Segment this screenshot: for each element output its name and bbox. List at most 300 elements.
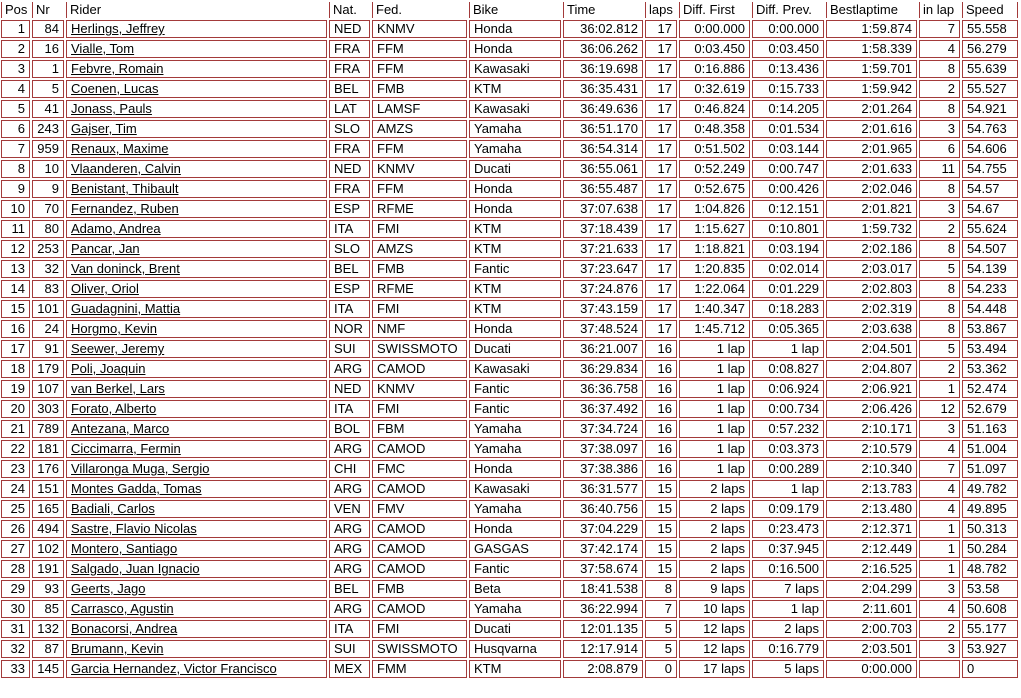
cell-bike: Husqvarna bbox=[469, 640, 561, 658]
rider-link[interactable]: Renaux, Maxime bbox=[71, 141, 169, 156]
cell-diff_prev: 1 lap bbox=[752, 340, 824, 358]
cell-in_lap: 3 bbox=[919, 580, 960, 598]
cell-bike: Fantic bbox=[469, 400, 561, 418]
cell-nat: ARG bbox=[329, 540, 370, 558]
cell-time: 37:04.229 bbox=[563, 520, 643, 538]
cell-nr: 70 bbox=[32, 200, 64, 218]
cell-time: 12:17.914 bbox=[563, 640, 643, 658]
cell-time: 37:58.674 bbox=[563, 560, 643, 578]
cell-pos: 25 bbox=[1, 500, 30, 518]
cell-speed: 51.163 bbox=[962, 420, 1018, 438]
rider-link[interactable]: Benistant, Thibault bbox=[71, 181, 179, 196]
cell-in_lap: 5 bbox=[919, 340, 960, 358]
table-row bbox=[1, 500, 1018, 518]
cell-fed: CAMOD bbox=[372, 360, 467, 378]
cell-nr: 179 bbox=[32, 360, 64, 378]
col-header-bike: Bike bbox=[469, 2, 561, 18]
cell-nat: ESP bbox=[329, 200, 370, 218]
table-row bbox=[1, 260, 1018, 278]
cell-pos: 24 bbox=[1, 480, 30, 498]
rider-link[interactable]: Herlings, Jeffrey bbox=[71, 21, 165, 36]
col-header-laps: laps bbox=[645, 2, 677, 18]
cell-time: 37:07.638 bbox=[563, 200, 643, 218]
cell-nr: 107 bbox=[32, 380, 64, 398]
cell-diff_prev: 0:10.801 bbox=[752, 220, 824, 238]
cell-rider bbox=[66, 360, 327, 378]
rider-link[interactable]: Oliver, Oriol bbox=[71, 281, 139, 296]
cell-in_lap: 12 bbox=[919, 400, 960, 418]
cell-diff_first: 1 lap bbox=[679, 400, 750, 418]
col-header-rider: Rider bbox=[66, 2, 327, 18]
cell-nat: VEN bbox=[329, 500, 370, 518]
cell-diff_first: 1 lap bbox=[679, 360, 750, 378]
cell-bike: Ducati bbox=[469, 340, 561, 358]
cell-pos: 13 bbox=[1, 260, 30, 278]
cell-in_lap bbox=[919, 660, 960, 678]
cell-in_lap: 8 bbox=[919, 100, 960, 118]
cell-speed: 50.284 bbox=[962, 540, 1018, 558]
cell-speed: 54.57 bbox=[962, 180, 1018, 198]
cell-rider bbox=[66, 140, 327, 158]
cell-nat: FRA bbox=[329, 180, 370, 198]
cell-time: 37:43.159 bbox=[563, 300, 643, 318]
cell-nat: SUI bbox=[329, 640, 370, 658]
cell-bestlaptime: 2:01.965 bbox=[826, 140, 917, 158]
cell-in_lap: 3 bbox=[919, 200, 960, 218]
cell-speed: 54.921 bbox=[962, 100, 1018, 118]
cell-fed: RFME bbox=[372, 280, 467, 298]
cell-speed: 49.782 bbox=[962, 480, 1018, 498]
cell-bestlaptime: 2:16.525 bbox=[826, 560, 917, 578]
table-row bbox=[1, 480, 1018, 498]
rider-link[interactable]: Montes Gadda, Tomas bbox=[71, 481, 202, 496]
cell-fed: AMZS bbox=[372, 240, 467, 258]
cell-nat: ESP bbox=[329, 280, 370, 298]
cell-fed: CAMOD bbox=[372, 540, 467, 558]
cell-nr: 85 bbox=[32, 600, 64, 618]
cell-in_lap: 8 bbox=[919, 320, 960, 338]
rider-link[interactable]: van Berkel, Lars bbox=[71, 381, 165, 396]
cell-diff_first: 0:52.249 bbox=[679, 160, 750, 178]
cell-laps: 17 bbox=[645, 140, 677, 158]
cell-diff_prev: 0:02.014 bbox=[752, 260, 824, 278]
cell-bike: Fantic bbox=[469, 380, 561, 398]
cell-nat: ITA bbox=[329, 300, 370, 318]
table-row bbox=[1, 220, 1018, 238]
rider-link[interactable]: Villaronga Muga, Sergio bbox=[71, 461, 210, 476]
cell-fed: FFM bbox=[372, 60, 467, 78]
cell-nr: 16 bbox=[32, 40, 64, 58]
cell-bike: Kawasaki bbox=[469, 480, 561, 498]
cell-nr: 5 bbox=[32, 80, 64, 98]
cell-nat: CHI bbox=[329, 460, 370, 478]
cell-bestlaptime: 2:13.480 bbox=[826, 500, 917, 518]
cell-diff_prev: 0:01.534 bbox=[752, 120, 824, 138]
cell-diff_prev: 2 laps bbox=[752, 620, 824, 638]
cell-fed: CAMOD bbox=[372, 480, 467, 498]
table-row bbox=[1, 360, 1018, 378]
cell-laps: 15 bbox=[645, 540, 677, 558]
cell-bike: Ducati bbox=[469, 160, 561, 178]
cell-pos: 11 bbox=[1, 220, 30, 238]
cell-pos: 20 bbox=[1, 400, 30, 418]
rider-link[interactable]: Pancar, Jan bbox=[71, 241, 140, 256]
cell-laps: 15 bbox=[645, 480, 677, 498]
cell-time: 37:21.633 bbox=[563, 240, 643, 258]
table-row bbox=[1, 160, 1018, 178]
cell-bestlaptime: 2:11.601 bbox=[826, 600, 917, 618]
cell-fed: FFM bbox=[372, 140, 467, 158]
cell-diff_first: 2 laps bbox=[679, 540, 750, 558]
cell-diff_first: 0:03.450 bbox=[679, 40, 750, 58]
cell-diff_first: 1 lap bbox=[679, 460, 750, 478]
cell-rider bbox=[66, 200, 327, 218]
cell-nr: 494 bbox=[32, 520, 64, 538]
cell-fed: CAMOD bbox=[372, 520, 467, 538]
cell-rider bbox=[66, 580, 327, 598]
cell-laps: 17 bbox=[645, 120, 677, 138]
cell-laps: 15 bbox=[645, 560, 677, 578]
cell-rider bbox=[66, 440, 327, 458]
cell-pos: 4 bbox=[1, 80, 30, 98]
rider-link[interactable]: Badiali, Carlos bbox=[71, 501, 155, 516]
table-row bbox=[1, 20, 1018, 38]
cell-diff_first: 0:32.619 bbox=[679, 80, 750, 98]
cell-speed: 53.927 bbox=[962, 640, 1018, 658]
cell-fed: FBM bbox=[372, 420, 467, 438]
cell-nat: FRA bbox=[329, 60, 370, 78]
cell-nr: 165 bbox=[32, 500, 64, 518]
cell-fed: SWISSMOTO bbox=[372, 340, 467, 358]
rider-link[interactable]: Gajser, Tim bbox=[71, 121, 137, 136]
cell-pos: 10 bbox=[1, 200, 30, 218]
cell-nr: 91 bbox=[32, 340, 64, 358]
cell-time: 18:41.538 bbox=[563, 580, 643, 598]
cell-diff_first: 0:16.886 bbox=[679, 60, 750, 78]
cell-diff_prev: 5 laps bbox=[752, 660, 824, 678]
table-row bbox=[1, 200, 1018, 218]
cell-bestlaptime: 2:01.616 bbox=[826, 120, 917, 138]
cell-nr: 176 bbox=[32, 460, 64, 478]
rider-link[interactable]: Van doninck, Brent bbox=[71, 261, 180, 276]
cell-laps: 17 bbox=[645, 80, 677, 98]
rider-link[interactable]: Brumann, Kevin bbox=[71, 641, 164, 656]
cell-speed: 51.097 bbox=[962, 460, 1018, 478]
cell-in_lap: 8 bbox=[919, 240, 960, 258]
cell-rider bbox=[66, 240, 327, 258]
cell-diff_prev: 0:05.365 bbox=[752, 320, 824, 338]
cell-bike: KTM bbox=[469, 220, 561, 238]
cell-diff_first: 12 laps bbox=[679, 620, 750, 638]
rider-link[interactable]: Salgado, Juan Ignacio bbox=[71, 561, 200, 576]
cell-diff_prev: 0:09.179 bbox=[752, 500, 824, 518]
cell-diff_prev: 0:37.945 bbox=[752, 540, 824, 558]
cell-bike: Honda bbox=[469, 520, 561, 538]
cell-in_lap: 1 bbox=[919, 560, 960, 578]
cell-pos: 15 bbox=[1, 300, 30, 318]
col-header-diff-first: Diff. First bbox=[679, 2, 750, 18]
cell-nr: 253 bbox=[32, 240, 64, 258]
cell-diff_first: 2 laps bbox=[679, 520, 750, 538]
cell-bestlaptime: 2:04.807 bbox=[826, 360, 917, 378]
rider-link[interactable]: Montero, Santiago bbox=[71, 541, 178, 556]
rider-link[interactable]: Poli, Joaquin bbox=[71, 361, 146, 376]
cell-in_lap: 4 bbox=[919, 40, 960, 58]
cell-rider bbox=[66, 380, 327, 398]
cell-diff_first: 1:40.347 bbox=[679, 300, 750, 318]
cell-bestlaptime: 2:01.264 bbox=[826, 100, 917, 118]
table-row bbox=[1, 520, 1018, 538]
cell-speed: 48.782 bbox=[962, 560, 1018, 578]
cell-time: 37:18.439 bbox=[563, 220, 643, 238]
cell-pos: 32 bbox=[1, 640, 30, 658]
cell-time: 37:48.524 bbox=[563, 320, 643, 338]
cell-nat: FRA bbox=[329, 40, 370, 58]
cell-bike: Beta bbox=[469, 580, 561, 598]
cell-nat: NED bbox=[329, 20, 370, 38]
cell-nat: NOR bbox=[329, 320, 370, 338]
cell-diff_first: 1:20.835 bbox=[679, 260, 750, 278]
cell-diff_first: 1:22.064 bbox=[679, 280, 750, 298]
cell-speed: 55.558 bbox=[962, 20, 1018, 38]
cell-diff_prev: 0:00.747 bbox=[752, 160, 824, 178]
cell-diff_prev: 0:03.194 bbox=[752, 240, 824, 258]
cell-diff_first: 9 laps bbox=[679, 580, 750, 598]
table-row bbox=[1, 400, 1018, 418]
cell-nat: SLO bbox=[329, 120, 370, 138]
cell-bestlaptime: 2:12.449 bbox=[826, 540, 917, 558]
table-row bbox=[1, 100, 1018, 118]
cell-pos: 21 bbox=[1, 420, 30, 438]
rider-link[interactable]: Geerts, Jago bbox=[71, 581, 146, 596]
table-row bbox=[1, 320, 1018, 338]
cell-speed: 55.639 bbox=[962, 60, 1018, 78]
cell-pos: 14 bbox=[1, 280, 30, 298]
cell-fed: KNMV bbox=[372, 20, 467, 38]
cell-in_lap: 1 bbox=[919, 520, 960, 538]
cell-speed: 53.494 bbox=[962, 340, 1018, 358]
rider-link[interactable]: Sastre, Flavio Nicolas bbox=[71, 521, 197, 536]
cell-diff_prev: 0:57.232 bbox=[752, 420, 824, 438]
rider-link[interactable]: Febvre, Romain bbox=[71, 61, 164, 76]
cell-speed: 55.177 bbox=[962, 620, 1018, 638]
cell-nr: 80 bbox=[32, 220, 64, 238]
cell-nat: ARG bbox=[329, 560, 370, 578]
cell-pos: 7 bbox=[1, 140, 30, 158]
cell-bestlaptime: 1:58.339 bbox=[826, 40, 917, 58]
cell-fed: FMI bbox=[372, 620, 467, 638]
rider-link[interactable]: Fernandez, Ruben bbox=[71, 201, 179, 216]
cell-bike: KTM bbox=[469, 80, 561, 98]
cell-in_lap: 3 bbox=[919, 640, 960, 658]
cell-diff_prev: 0:14.205 bbox=[752, 100, 824, 118]
cell-pos: 19 bbox=[1, 380, 30, 398]
cell-speed: 52.679 bbox=[962, 400, 1018, 418]
cell-rider bbox=[66, 460, 327, 478]
cell-speed: 55.527 bbox=[962, 80, 1018, 98]
cell-pos: 23 bbox=[1, 460, 30, 478]
cell-time: 36:51.170 bbox=[563, 120, 643, 138]
cell-fed: RFME bbox=[372, 200, 467, 218]
cell-laps: 16 bbox=[645, 420, 677, 438]
cell-laps: 16 bbox=[645, 380, 677, 398]
rider-link[interactable]: Seewer, Jeremy bbox=[71, 341, 165, 356]
cell-nat: ITA bbox=[329, 400, 370, 418]
cell-laps: 17 bbox=[645, 280, 677, 298]
cell-pos: 1 bbox=[1, 20, 30, 38]
cell-nr: 102 bbox=[32, 540, 64, 558]
cell-diff_first: 2 laps bbox=[679, 560, 750, 578]
table-row bbox=[1, 40, 1018, 58]
rider-link[interactable]: Jonass, Pauls bbox=[71, 101, 152, 116]
rider-link[interactable]: Forato, Alberto bbox=[71, 401, 157, 416]
cell-nr: 41 bbox=[32, 100, 64, 118]
cell-bestlaptime: 1:59.874 bbox=[826, 20, 917, 38]
cell-bestlaptime: 2:04.501 bbox=[826, 340, 917, 358]
cell-nat: NED bbox=[329, 380, 370, 398]
rider-link[interactable]: Ciccimarra, Fermin bbox=[71, 441, 181, 456]
cell-bike: Kawasaki bbox=[469, 60, 561, 78]
cell-laps: 0 bbox=[645, 660, 677, 678]
cell-laps: 17 bbox=[645, 240, 677, 258]
cell-nr: 191 bbox=[32, 560, 64, 578]
cell-speed: 54.233 bbox=[962, 280, 1018, 298]
rider-link[interactable]: Bonacorsi, Andrea bbox=[71, 621, 178, 636]
cell-fed: NMF bbox=[372, 320, 467, 338]
table-row bbox=[1, 620, 1018, 638]
cell-time: 37:34.724 bbox=[563, 420, 643, 438]
cell-time: 36:06.262 bbox=[563, 40, 643, 58]
results-body bbox=[1, 20, 1018, 678]
cell-diff_prev: 0:03.373 bbox=[752, 440, 824, 458]
cell-bike: Fantic bbox=[469, 560, 561, 578]
cell-pos: 16 bbox=[1, 320, 30, 338]
cell-rider bbox=[66, 100, 327, 118]
col-header-fed: Fed. bbox=[372, 2, 467, 18]
cell-rider bbox=[66, 300, 327, 318]
cell-bestlaptime: 2:02.186 bbox=[826, 240, 917, 258]
cell-laps: 16 bbox=[645, 400, 677, 418]
cell-diff_prev: 0:00.000 bbox=[752, 20, 824, 38]
cell-in_lap: 11 bbox=[919, 160, 960, 178]
cell-pos: 12 bbox=[1, 240, 30, 258]
cell-bike: Yamaha bbox=[469, 420, 561, 438]
table-row bbox=[1, 60, 1018, 78]
cell-fed: SWISSMOTO bbox=[372, 640, 467, 658]
table-row bbox=[1, 120, 1018, 138]
cell-bike: Honda bbox=[469, 200, 561, 218]
cell-pos: 33 bbox=[1, 660, 30, 678]
cell-diff_prev: 0:12.151 bbox=[752, 200, 824, 218]
cell-bike: KTM bbox=[469, 280, 561, 298]
cell-fed: FMI bbox=[372, 300, 467, 318]
cell-bike: Yamaha bbox=[469, 500, 561, 518]
cell-nr: 181 bbox=[32, 440, 64, 458]
cell-nr: 9 bbox=[32, 180, 64, 198]
cell-speed: 51.004 bbox=[962, 440, 1018, 458]
cell-fed: FFM bbox=[372, 40, 467, 58]
table-row bbox=[1, 140, 1018, 158]
cell-in_lap: 4 bbox=[919, 480, 960, 498]
cell-rider bbox=[66, 660, 327, 678]
cell-rider bbox=[66, 640, 327, 658]
table-row bbox=[1, 380, 1018, 398]
cell-laps: 5 bbox=[645, 640, 677, 658]
cell-bestlaptime: 1:59.701 bbox=[826, 60, 917, 78]
rider-link[interactable]: Adamo, Andrea bbox=[71, 221, 161, 236]
cell-speed: 55.624 bbox=[962, 220, 1018, 238]
cell-pos: 22 bbox=[1, 440, 30, 458]
cell-diff_first: 2 laps bbox=[679, 500, 750, 518]
table-row bbox=[1, 580, 1018, 598]
rider-link[interactable]: Vialle, Tom bbox=[71, 41, 135, 56]
cell-nat: ITA bbox=[329, 620, 370, 638]
cell-laps: 15 bbox=[645, 500, 677, 518]
rider-link[interactable]: Garcia Hernandez, Victor Francisco bbox=[71, 661, 277, 676]
cell-in_lap: 3 bbox=[919, 420, 960, 438]
cell-speed: 54.139 bbox=[962, 260, 1018, 278]
cell-speed: 52.474 bbox=[962, 380, 1018, 398]
cell-speed: 54.606 bbox=[962, 140, 1018, 158]
cell-bike: KTM bbox=[469, 300, 561, 318]
cell-diff_prev: 0:03.144 bbox=[752, 140, 824, 158]
cell-rider bbox=[66, 560, 327, 578]
cell-pos: 26 bbox=[1, 520, 30, 538]
cell-nr: 10 bbox=[32, 160, 64, 178]
cell-nr: 93 bbox=[32, 580, 64, 598]
cell-bestlaptime: 2:02.319 bbox=[826, 300, 917, 318]
cell-speed: 54.448 bbox=[962, 300, 1018, 318]
rider-link[interactable]: Carrasco, Agustin bbox=[71, 601, 174, 616]
cell-in_lap: 4 bbox=[919, 500, 960, 518]
cell-laps: 17 bbox=[645, 260, 677, 278]
cell-pos: 8 bbox=[1, 160, 30, 178]
cell-rider bbox=[66, 260, 327, 278]
cell-diff_first: 17 laps bbox=[679, 660, 750, 678]
rider-link[interactable]: Vlaanderen, Calvin bbox=[71, 161, 181, 176]
cell-in_lap: 8 bbox=[919, 280, 960, 298]
cell-rider bbox=[66, 400, 327, 418]
cell-laps: 17 bbox=[645, 220, 677, 238]
cell-in_lap: 2 bbox=[919, 360, 960, 378]
cell-pos: 17 bbox=[1, 340, 30, 358]
cell-diff_first: 10 laps bbox=[679, 600, 750, 618]
cell-in_lap: 8 bbox=[919, 300, 960, 318]
cell-bike: KTM bbox=[469, 240, 561, 258]
cell-diff_first: 0:51.502 bbox=[679, 140, 750, 158]
cell-bestlaptime: 2:10.171 bbox=[826, 420, 917, 438]
rider-link[interactable]: Antezana, Marco bbox=[71, 421, 170, 436]
cell-nr: 789 bbox=[32, 420, 64, 438]
cell-in_lap: 8 bbox=[919, 60, 960, 78]
cell-diff_first: 1 lap bbox=[679, 420, 750, 438]
rider-link[interactable]: Coenen, Lucas bbox=[71, 81, 159, 96]
cell-bestlaptime: 2:03.638 bbox=[826, 320, 917, 338]
cell-time: 36:21.007 bbox=[563, 340, 643, 358]
cell-fed: FMB bbox=[372, 260, 467, 278]
cell-pos: 6 bbox=[1, 120, 30, 138]
cell-in_lap: 4 bbox=[919, 600, 960, 618]
cell-rider bbox=[66, 40, 327, 58]
cell-fed: FMB bbox=[372, 580, 467, 598]
cell-laps: 17 bbox=[645, 300, 677, 318]
rider-link[interactable]: Horgmo, Kevin bbox=[71, 321, 157, 336]
cell-rider bbox=[66, 80, 327, 98]
rider-link[interactable]: Guadagnini, Mattia bbox=[71, 301, 181, 316]
cell-nr: 243 bbox=[32, 120, 64, 138]
cell-rider bbox=[66, 20, 327, 38]
cell-fed: KNMV bbox=[372, 160, 467, 178]
